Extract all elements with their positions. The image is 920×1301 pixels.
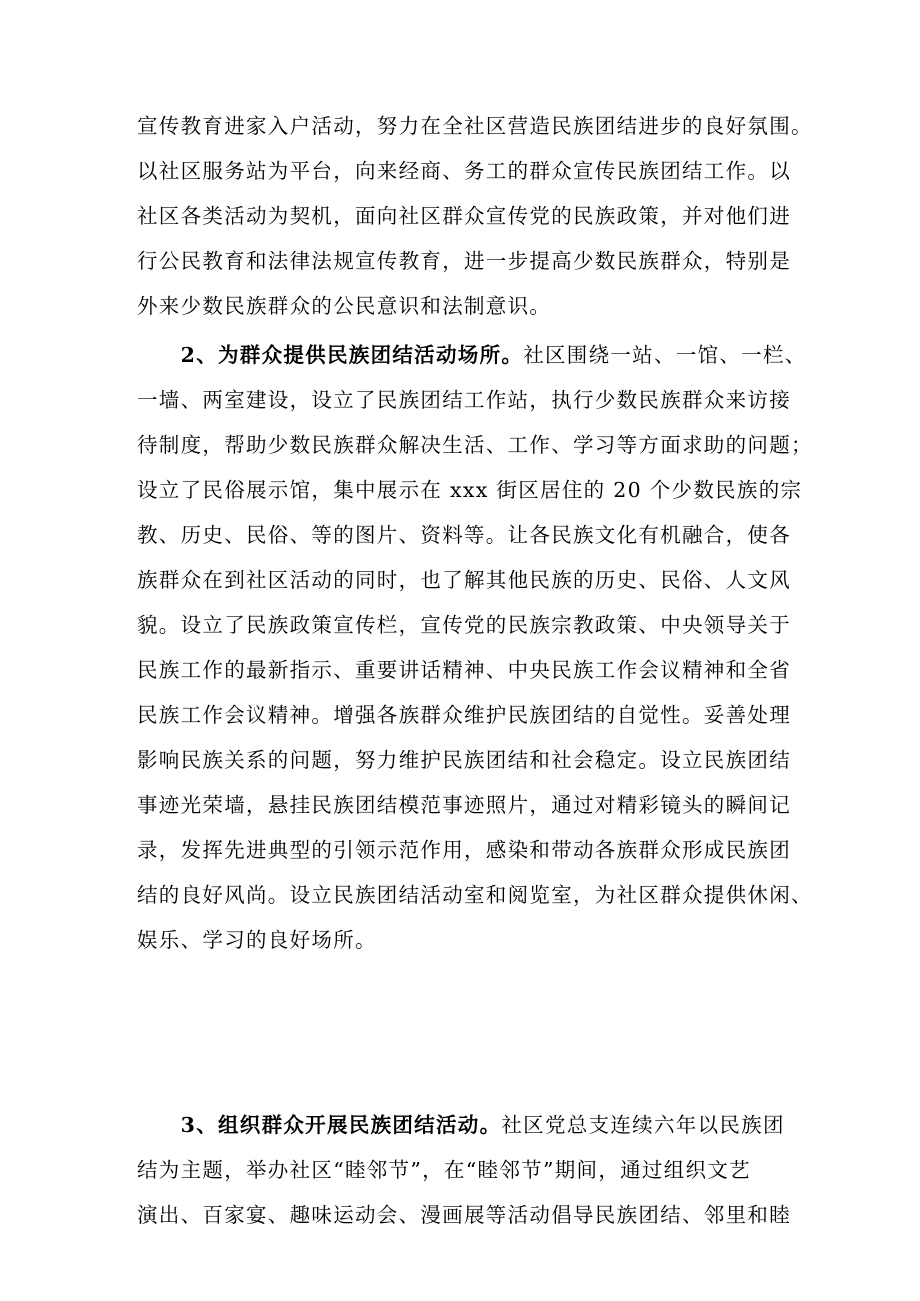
- paragraph-line: 宣传教育进家入户活动，努力在全社区营造民族团结进步的良好氛围。: [137, 114, 813, 138]
- paragraph-text: 社区党总支连续六年以民族团: [501, 1113, 785, 1137]
- paragraph-line: 设立了民俗展示馆，集中展示在 xxx 街区居住的 20 个少数民族的宗: [137, 478, 803, 502]
- paragraph-line: 以社区服务站为平台，向来经商、务工的群众宣传民族团结工作。以: [137, 159, 791, 183]
- paragraph-line: 行公民教育和法律法规宣传教育，进一步提高少数民族群众，特别是: [137, 249, 791, 273]
- paragraph-line: 教、历史、民俗、等的图片、资料等。让各民族文化有机融合，使各: [137, 523, 791, 547]
- paragraph-line: 外来少数民族群众的公民意识和法制意识。: [137, 294, 552, 318]
- paragraph-line: 族群众在到社区活动的同时，也了解其他民族的历史、民俗、人文风: [137, 568, 791, 592]
- paragraph-line: 貌。设立了民族政策宣传栏，宣传党的民族宗教政策、中央领导关于: [137, 613, 791, 637]
- paragraph-line: 录，发挥先进典型的引领示范作用，感染和带动各族群众形成民族团: [137, 838, 791, 862]
- paragraph-first-line: [137, 1103, 797, 1148]
- paragraph-first-line: [137, 333, 807, 378]
- paragraph-line: 演出、百家宴、趣味运动会、漫画展等活动倡导民族团结、邻里和睦: [137, 1203, 791, 1227]
- section-heading: 3、组织群众开展民族团结活动。: [180, 1113, 502, 1137]
- paragraph-line: 结为主题，举办社区“睦邻节”，在“睦邻节”期间，通过组织文艺: [137, 1158, 751, 1182]
- paragraph-line: 民族工作会议精神。增强各族群众维护民族团结的自觉性。妥善处理: [137, 703, 791, 727]
- paragraph-text: 社区围绕一站、一馆、一栏、: [523, 343, 807, 367]
- paragraph-line: 影响民族关系的问题，努力维护民族团结和社会稳定。设立民族团结: [137, 748, 791, 772]
- paragraph-line: 事迹光荣墙，悬挂民族团结模范事迹照片，通过对精彩镜头的瞬间记: [137, 793, 791, 817]
- paragraph-2: [137, 333, 813, 963]
- paragraph-3: [137, 1103, 797, 1238]
- paragraph-line: 娱乐、学习的良好场所。: [137, 928, 377, 952]
- paragraph-line: 待制度，帮助少数民族群众解决生活、工作、学习等方面求助的问题；: [137, 433, 813, 457]
- paragraph-line: 一墙、两室建设，设立了民族团结工作站，执行少数民族群众来访接: [137, 388, 791, 412]
- paragraph-line: 民族工作的最新指示、重要讲话精神、中央民族工作会议精神和全省: [137, 658, 791, 682]
- paragraph-line: 结的良好风尚。设立民族团结活动室和阅览室，为社区群众提供休闲、: [137, 883, 813, 907]
- paragraph-line: 社区各类活动为契机，面向社区群众宣传党的民族政策，并对他们进: [137, 204, 791, 228]
- section-heading: 2、为群众提供民族团结活动场所。: [180, 343, 524, 367]
- paragraph-1: [137, 104, 813, 329]
